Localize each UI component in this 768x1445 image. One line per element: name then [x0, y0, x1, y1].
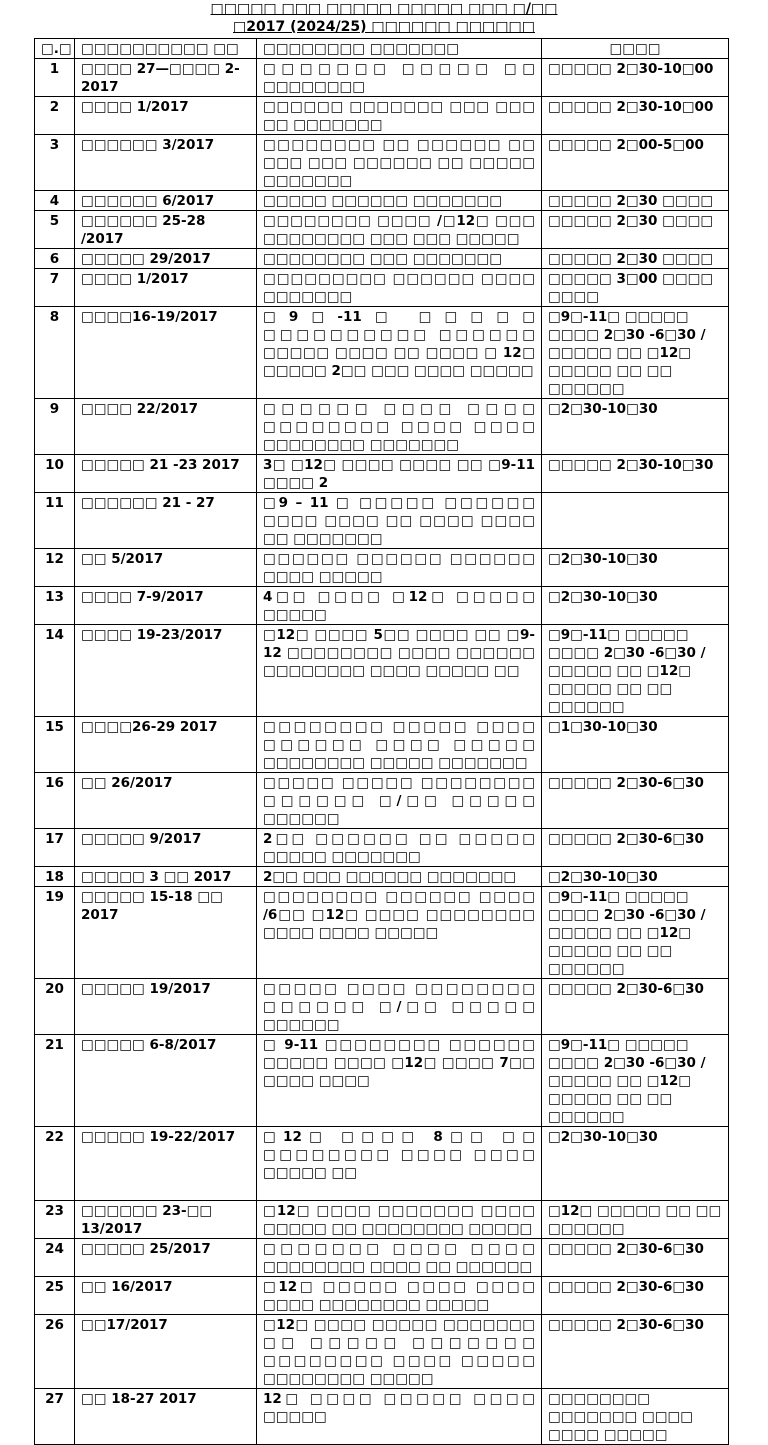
table-header-row — [35, 39, 729, 59]
row-date: □□□□ 1/2017 — [75, 269, 257, 307]
row-description: □□□□□□□ □□□□ □□□□ □□□□□□□□ □□□□ □□ □□□□□□ — [257, 1239, 542, 1277]
row-date: □□□□□□ 3/2017 — [75, 135, 257, 191]
row-number: 17 — [35, 829, 75, 867]
row-number: 19 — [35, 887, 75, 979]
row-date: □□ 26/2017 — [75, 773, 257, 829]
row-number: 11 — [35, 493, 75, 549]
row-date: □□□□16-19/2017 — [75, 307, 257, 399]
row-date: □□□□ 22/2017 — [75, 399, 257, 455]
row-date: □□□□26-29 2017 — [75, 717, 257, 773]
row-description: □□□□□□ □□□□□□□ □□□ □□□ □□ □□□□□□□ — [257, 97, 542, 135]
document-subtitle: □2017 (2024/25) □□□□□□ □□□□□□ — [233, 19, 535, 35]
table-row — [35, 135, 729, 191]
table-row — [35, 249, 729, 269]
row-number: 9 — [35, 399, 75, 455]
row-description: □□□□□ □□□□□□ □□□□□□□ — [257, 191, 542, 211]
row-description: □□□□□□□ □□□□□ □□ □□□□□□□□ — [257, 59, 542, 97]
row-description: □□□□□□□□ □□□□□□ □□□□ /6□□ □12□ □□□□ □□□□□□□□ □□□□ □□□□ □□□□□ — [257, 887, 542, 979]
row-date: □□□□□ 19-22/2017 — [75, 1127, 257, 1201]
row-number: 3 — [35, 135, 75, 191]
row-date: □□□□□ 6-8/2017 — [75, 1035, 257, 1127]
row-description: □12□ □□□□ 5□□ □□□□ □□ □9-12 □□□□□□□□ □□□□ □□□□□□ □□□□□□□□ □□□□ □□□□□ □□ — [257, 625, 542, 717]
row-number: 20 — [35, 979, 75, 1035]
row-time: □9□-11□ □□□□□ □□□□ 2□30 -6□30 /□□□□□ □□ □12□ □□□□□ □□ □□ □□□□□□ — [542, 625, 729, 717]
row-description: □□□□□ □□□□ □□□□□□□□ □□□□□□ □/□□ □□□□□ □□□□□□ — [257, 979, 542, 1035]
row-description: □□□□□□□□ □□□□□ □□□□ □□□□□□ □□□□ □□□□□ □□□□□□□□ □□□□□ □□□□□□□ — [257, 717, 542, 773]
row-time: □9□-11□ □□□□□ □□□□ 2□30 -6□30 /□□□□□ □□ □12□ □□□□□ □□ □□ □□□□□□ — [542, 1035, 729, 1127]
table-row — [35, 211, 729, 249]
schedule-table — [34, 38, 729, 1445]
row-date: □□□□□ 29/2017 — [75, 249, 257, 269]
row-time: □□□□□ 2□30 □□□□ — [542, 191, 729, 211]
row-number: 15 — [35, 717, 75, 773]
table-row — [35, 773, 729, 829]
row-date: □□□□□□ 6/2017 — [75, 191, 257, 211]
row-time: □□□□□ 3□00 □□□□ □□□□ — [542, 269, 729, 307]
row-date: □□□□ 27—□□□□ 2-2017 — [75, 59, 257, 97]
table-row — [35, 587, 729, 625]
row-time — [542, 493, 729, 549]
row-number: 18 — [35, 867, 75, 887]
row-description: 12□ □□□□ □□□□□ □□□□ □□□□□ — [257, 1389, 542, 1445]
row-number: 10 — [35, 455, 75, 493]
table-row — [35, 399, 729, 455]
row-time: □□□□□ 2□30-10□00 — [542, 59, 729, 97]
row-number: 26 — [35, 1315, 75, 1389]
table-row — [35, 307, 729, 399]
table-row — [35, 1127, 729, 1201]
row-number: 8 — [35, 307, 75, 399]
row-number: 21 — [35, 1035, 75, 1127]
row-time: □12□ □□□□□ □□ □□ □□□□□□ — [542, 1201, 729, 1239]
row-description: □□□□□□□□ □□□□ /□12□ □□□ □□□□□□□□ □□□ □□□ □□□□□ — [257, 211, 542, 249]
row-time: □2□30-10□30 — [542, 399, 729, 455]
row-number: 23 — [35, 1201, 75, 1239]
row-description: 2□□ □□□□□□ □□ □□□□□ □□□□□ □□□□□□□ — [257, 829, 542, 867]
table-row — [35, 867, 729, 887]
row-time: □□□□□ 2□30 □□□□ — [542, 211, 729, 249]
table-row — [35, 269, 729, 307]
header-description: □□□□□□□□ □□□□□□□ — [257, 39, 542, 59]
row-number: 12 — [35, 549, 75, 587]
row-description: □□□□□□□□ □□□ □□□□□□□ — [257, 249, 542, 269]
row-time: □□□□□ 2□30 □□□□ — [542, 249, 729, 269]
row-time: □□□□□ 2□30-6□30 — [542, 1315, 729, 1389]
row-description: □12□ □□□□□ □□□□ □□□□ □□□□ □□□□□□□□ □□□□□ — [257, 1277, 542, 1315]
row-date: □□ 16/2017 — [75, 1277, 257, 1315]
table-row — [35, 829, 729, 867]
row-date: □□□□□ 3 □□ 2017 — [75, 867, 257, 887]
row-time: □9□-11□ □□□□□ □□□□ 2□30 -6□30 /□□□□□ □□ □12□ □□□□□ □□ □□ □□□□□□ — [542, 307, 729, 399]
row-time: □□□□□ 2□30-10□30 — [542, 455, 729, 493]
row-number: 1 — [35, 59, 75, 97]
row-time: □2□30-10□30 — [542, 549, 729, 587]
row-time: □□□□□ 2□30-6□30 — [542, 1239, 729, 1277]
row-number: 25 — [35, 1277, 75, 1315]
table-row — [35, 625, 729, 717]
row-time: □□□□□ 2□30-6□30 — [542, 1277, 729, 1315]
table-row — [35, 493, 729, 549]
row-date: □□□□□ 19/2017 — [75, 979, 257, 1035]
row-description: □9□-11□ □□□□□ □□□□□□□□□□ □□□□□□ □□□□□ □□□□ □□ □□□□ □ 12□ □□□□□ 2□□ □□□ □□□□ □□□□□ — [257, 307, 542, 399]
row-date: □□□□□□ 21 - 27 — [75, 493, 257, 549]
row-description: □12□ □□□□ □□□□□ □□□□□□□ □□ □□□□□ □□□□□□□ □□□□□□□□ □□□□ □□□□□ □□□□□□□□ □□□□□ — [257, 1315, 542, 1389]
table-row — [35, 549, 729, 587]
row-date: □□□□□ 21 -23 2017 — [75, 455, 257, 493]
row-description: 2□□ □□□ □□□□□□ □□□□□□□ — [257, 867, 542, 887]
header-date: □□□□□□□□□□ □□ — [75, 39, 257, 59]
table-row — [35, 887, 729, 979]
row-number: 7 — [35, 269, 75, 307]
row-date: □□□□ 19-23/2017 — [75, 625, 257, 717]
row-description: □□□□□□ □□□□□□ □□□□□□ □□□□ □□□□□ — [257, 549, 542, 587]
header-time: □□□□ — [542, 39, 729, 59]
row-description: □12□ □□□□ 8□□ □□ □□□□□□□□ □□□□ □□□□ □□□□□ □□ — [257, 1127, 542, 1201]
row-date: □□□□□ 15-18 □□ 2017 — [75, 887, 257, 979]
row-date: □□ 18-27 2017 — [75, 1389, 257, 1445]
table-row — [35, 1277, 729, 1315]
row-date: □□17/2017 — [75, 1315, 257, 1389]
table-row — [35, 1035, 729, 1127]
table-row — [35, 979, 729, 1035]
row-time: □□□□□ 2□30-10□00 — [542, 97, 729, 135]
row-description: □□□□□ □□□□□ □□□□□□□□ □□□□□□ □/□□ □□□□□ □□□□□□ — [257, 773, 542, 829]
row-time: □□□□□ 2□30-6□30 — [542, 829, 729, 867]
row-number: 27 — [35, 1389, 75, 1445]
row-description: 3□ □12□ □□□□ □□□□ □□ □9-11 □□□□ 2 — [257, 455, 542, 493]
row-number: 14 — [35, 625, 75, 717]
row-number: 6 — [35, 249, 75, 269]
row-number: 4 — [35, 191, 75, 211]
table-row — [35, 1315, 729, 1389]
table-row — [35, 1239, 729, 1277]
row-time: □□□□□ 2□30-6□30 — [542, 773, 729, 829]
row-description: □9 – 11 □ □□□□□ □□□□□□ □□□□ □□□□ □□ □□□□ □□□□ □□ □□□□□□□ — [257, 493, 542, 549]
header-number: □.□ — [35, 39, 75, 59]
row-time: □□□□□ 2□30-6□30 — [542, 979, 729, 1035]
row-date: □□□□□ 9/2017 — [75, 829, 257, 867]
document-title: □□□□□ □□□ □□□□□ □□□□□ □□□ □/□□ — [210, 1, 558, 17]
row-time: □2□30-10□30 — [542, 587, 729, 625]
table-row — [35, 455, 729, 493]
row-date: □□□□ 7-9/2017 — [75, 587, 257, 625]
row-description: □□□□□□□□□ □□□□□□ □□□□ □□□□□□□ — [257, 269, 542, 307]
row-number: 16 — [35, 773, 75, 829]
row-time: □1□30-10□30 — [542, 717, 729, 773]
row-time: □2□30-10□30 — [542, 1127, 729, 1201]
row-time: □□□□□□□□ □□□□□□□ □□□□ □□□□ □□□□□ — [542, 1389, 729, 1445]
table-row — [35, 59, 729, 97]
row-description: 4□□ □□□□ □12□ □□□□□ □□□□□ — [257, 587, 542, 625]
row-date: □□□□□□ 25-28 /2017 — [75, 211, 257, 249]
row-description: □12□ □□□□ □□□□□□□ □□□□ □□□□□ □□ □□□□□□□□ □□□□□ — [257, 1201, 542, 1239]
row-time: □□□□□ 2□00-5□00 — [542, 135, 729, 191]
row-time: □2□30-10□30 — [542, 867, 729, 887]
row-number: 5 — [35, 211, 75, 249]
table-row — [35, 191, 729, 211]
row-description: □□□□□□ □□□□ □□□□ □□□□□□□□ □□□□ □□□□ □□□□□□□□ □□□□□□□ — [257, 399, 542, 455]
row-number: 13 — [35, 587, 75, 625]
table-row — [35, 97, 729, 135]
row-number: 2 — [35, 97, 75, 135]
row-time: □9□-11□ □□□□□ □□□□ 2□30 -6□30 /□□□□□ □□ □12□ □□□□□ □□ □□ □□□□□□ — [542, 887, 729, 979]
row-number: 22 — [35, 1127, 75, 1201]
table-row — [35, 717, 729, 773]
row-date: □□□□ 1/2017 — [75, 97, 257, 135]
row-description: □ 9-11 □□□□□□□□ □□□□□□ □□□□□ □□□□ □12□ □□□□ 7□□ □□□□ □□□□ — [257, 1035, 542, 1127]
table-row — [35, 1389, 729, 1445]
row-description: □□□□□□□□ □□ □□□□□□ □□ □□□ □□□ □□□□□□ □□ □□□□□ □□□□□□□ — [257, 135, 542, 191]
table-row — [35, 1201, 729, 1239]
row-date: □□□□□□ 23-□□ 13/2017 — [75, 1201, 257, 1239]
row-date: □□ 5/2017 — [75, 549, 257, 587]
row-date: □□□□□ 25/2017 — [75, 1239, 257, 1277]
row-number: 24 — [35, 1239, 75, 1277]
